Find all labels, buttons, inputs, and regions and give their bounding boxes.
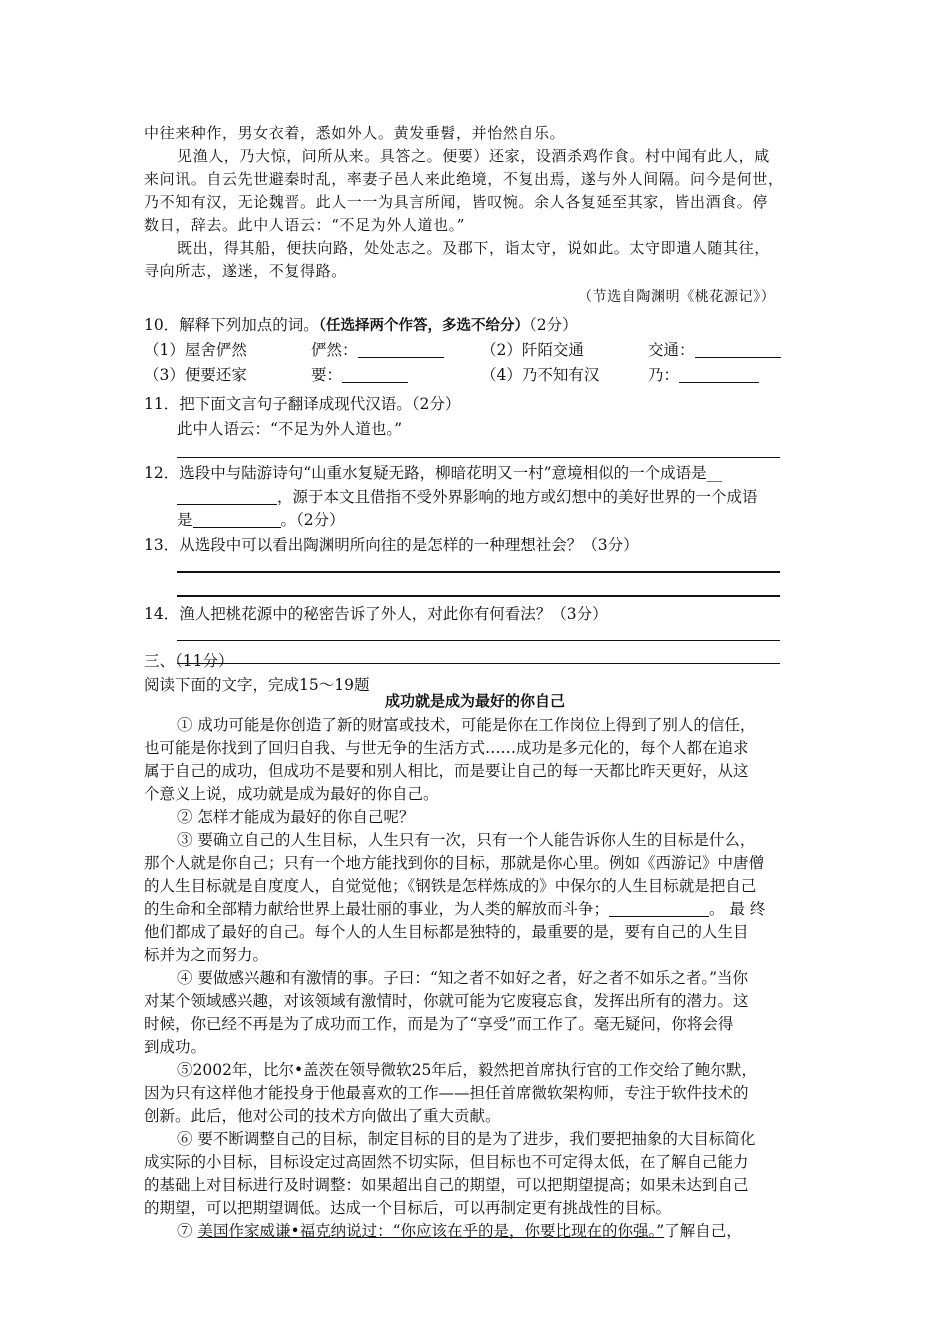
passage-line: 乃不知有汉，无论魏晋。此人一一为具言所闻，皆叹惋。余人各复延至其家，皆出酒食。停 bbox=[144, 193, 769, 211]
underlined-quote: 美国作家威谦•福克纳说过：“你应该在乎的是，你要比现在的你强。” bbox=[197, 1222, 665, 1240]
article-line: 标并为之而努力。 bbox=[144, 946, 269, 964]
q10-stem: 10．解释下列加点的词。 bbox=[144, 316, 319, 334]
article-line: ⑥ 要不断调整自己的目标，制定目标的目的是为了进步，我们要把抽象的大目标简化 bbox=[177, 1130, 756, 1148]
passage-line: 寻向所志，遂迷，不复得路。 bbox=[144, 262, 347, 280]
article-line: 也可能是你找到了回归自我、与世无争的生活方式……成功是多元化的，每个人都在追求 bbox=[144, 739, 749, 757]
article-line: 成实际的小目标，目标设定过高固然不切实际，但目标也不可定得太低，在了解自己能力 bbox=[144, 1153, 749, 1171]
answer-blank[interactable] bbox=[177, 488, 277, 505]
article-line: 那个人就是你自己；只有一个地方能找到你的目标，那就是你心里。例如《西游记》中唐僧 bbox=[144, 854, 765, 872]
answer-line[interactable] bbox=[177, 595, 780, 597]
q10-score: （2分） bbox=[528, 316, 578, 334]
article-line: 个意义上说，成功就是成为最好的你自己。 bbox=[144, 785, 439, 803]
q11-sentence: 此中人语云：“不足为外人道也。” bbox=[177, 420, 403, 438]
article-line: 他们都成了最好的自己。每个人的人生目标都是独特的，最重要的是，要有自己的人生目 bbox=[144, 923, 749, 941]
article-line: ⑤2002年，比尔•盖茨在领导微软25年后，毅然把首席执行官的工作交给了鲍尔默， bbox=[177, 1061, 757, 1079]
article-line: ② 怎样才能成为最好的你自己呢？ bbox=[177, 808, 415, 826]
answer-line[interactable] bbox=[177, 640, 780, 641]
answer-line[interactable] bbox=[177, 663, 780, 664]
answer-line[interactable] bbox=[177, 457, 780, 458]
q10-item-3: （3）便要还家 bbox=[144, 366, 247, 384]
q10-item-1: （1）屋舍俨然 bbox=[144, 341, 247, 359]
q10-word-3: 要： bbox=[311, 364, 408, 386]
article-line: ⑦ 美国作家威谦•福克纳说过：“你应该在乎的是，你要比现在的你强。”了解自己， bbox=[177, 1222, 742, 1240]
q10-item-4: （4）乃不知有汉 bbox=[481, 366, 600, 384]
question-11: 11．把下面文言句子翻译成现代汉语。（2分） bbox=[144, 395, 461, 413]
q10-word-4: 乃： bbox=[648, 364, 759, 386]
article-title: 成功就是成为最好的你自己 bbox=[384, 692, 565, 710]
q10-item-2: （2）阡陌交通 bbox=[481, 341, 584, 359]
question-12-line1: 12．选段中与陆游诗句“山重水复疑无路，柳暗花明又一村”意境相似的一个成语是__ bbox=[144, 464, 723, 482]
answer-blank[interactable] bbox=[609, 900, 709, 917]
question-12-line3: 是 。（2分） bbox=[177, 511, 345, 529]
section-instruction: 阅读下面的文字，完成15～19题 bbox=[144, 676, 370, 694]
article-line: 属于自己的成功，但成功不是要和别人相比，而是要让自己的每一天都比昨天更好，从这 bbox=[144, 762, 749, 780]
article-line: 的期望，可以把期望调低。达成一个目标后，可以再制定更有挑战性的目标。 bbox=[144, 1199, 672, 1217]
answer-blank[interactable] bbox=[679, 366, 759, 383]
passage-line: 数日，辞去。此中人语云：“不足为外人道也。” bbox=[144, 216, 466, 234]
passage-line: 既出，得其船，便扶向路，处处志之。及郡下，诣太守，说如此。太守即遣人随其往， bbox=[177, 239, 770, 257]
article-line: ① 成功可能是你创造了新的财富或技术，可能是你在工作岗位上得到了别人的信任， bbox=[177, 716, 756, 734]
question-14: 14．渔人把桃花源中的秘密告诉了外人，对此你有何看法？（3分） bbox=[144, 605, 608, 623]
section-heading: 三、（11分） bbox=[144, 652, 234, 670]
answer-blank[interactable] bbox=[358, 341, 444, 358]
source-citation: （节选自陶渊明《桃花源记》） bbox=[578, 289, 776, 305]
answer-blank[interactable] bbox=[695, 341, 781, 358]
passage-line: 中往来种作，男女衣着，悉如外人。黄发垂髫，并怡然自乐。 bbox=[144, 124, 566, 142]
q10-word-1: 俨然： bbox=[311, 339, 444, 361]
article-line: 的人生目标就是自度度人，自觉觉他；《钢铁是怎样炼成的》中保尔的人生目标就是把自己 bbox=[144, 877, 757, 895]
q10-word-2: 交通： bbox=[648, 339, 781, 361]
article-line: 因为只有这样他才能投身于他最喜欢的工作——担任首席微软架构师，专注于软件技术的 bbox=[144, 1084, 749, 1102]
article-line: 对某个领域感兴趣，对该领域有激情时，你就可能为它废寝忘食，发挥出所有的潜力。这 bbox=[144, 992, 749, 1010]
q10-instruction: （任选择两个作答，多选不给分） bbox=[318, 318, 529, 334]
answer-line[interactable] bbox=[177, 571, 780, 573]
question-12-line2: ，源于本文且借指不受外界影响的地方或幻想中的美好世界的一个成语 bbox=[177, 486, 758, 508]
article-line: 的基础上对目标进行及时调整：如果超出自己的期望，可以把期望提高；如果未达到自己 bbox=[144, 1176, 749, 1194]
article-line: 到成功。 bbox=[144, 1038, 207, 1056]
article-line: 的生命和全部精力献给世界上最壮丽的事业，为人类的解放而斗争； 。 最 终 bbox=[144, 900, 766, 918]
article-line: 时候，你已经不再是为了成功而工作，而是为了“享受”而工作了。毫无疑问，你将会得 bbox=[144, 1015, 734, 1033]
passage-line: 来问讯。自云先世避秦时乱，率妻子邑人来此绝境，不复出焉，遂与外人间隔。问今是何世， bbox=[144, 170, 784, 188]
article-line: ③ 要确立自己的人生目标，人生只有一次，只有一个人能告诉你人生的目标是什么， bbox=[177, 831, 756, 849]
passage-line: 见渔人，乃大惊，问所从来。具答之。便要）还家，设酒杀鸡作食。村中闻有此人，咸 bbox=[177, 147, 770, 165]
answer-blank[interactable] bbox=[193, 511, 281, 528]
article-line: ④ 要做感兴趣和有激情的事。子曰：“知之者不如好之者，好之者不如乐之者。”当你 bbox=[177, 969, 749, 987]
question-13: 13．从选段中可以看出陶渊明所向往的是怎样的一种理想社会？（3分） bbox=[144, 536, 639, 554]
question-10 bbox=[144, 314, 578, 337]
answer-blank[interactable] bbox=[342, 366, 408, 383]
article-line: 创新。此后，他对公司的技术方向做出了重大贡献。 bbox=[144, 1107, 501, 1125]
